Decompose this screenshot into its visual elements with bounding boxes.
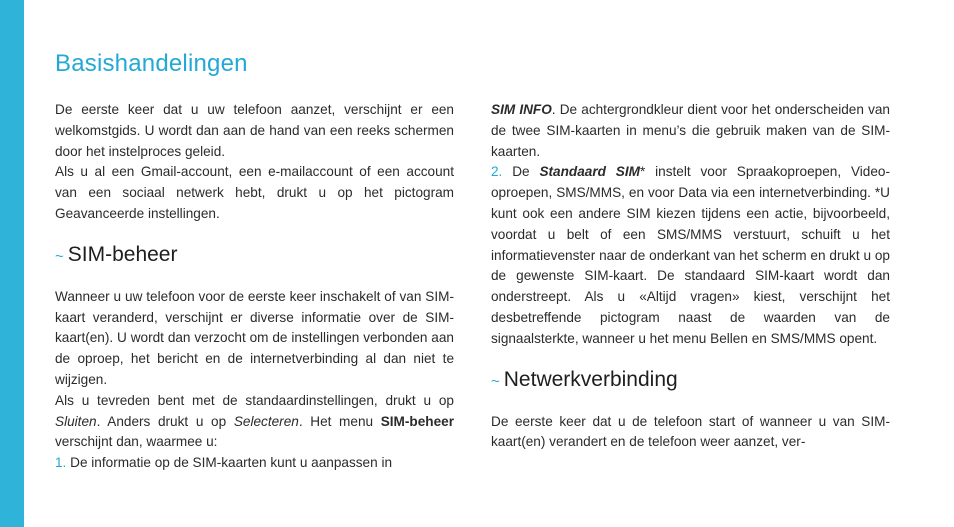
section-heading-text: SIM-beheer (67, 242, 178, 266)
selecteren-label: Selecteren (233, 413, 299, 429)
tilde-marker: ~ (55, 247, 64, 265)
right-column (491, 100, 890, 453)
sim-info-label: SIM INFO (491, 102, 552, 117)
section-heading-sim-beheer (55, 242, 454, 270)
list-item-1-continued: SIM INFO. De achtergrondkleur dient voor het onderscheiden van de twee SIM-kaarten in menu’s die gebruik maken van de SIM-kaarten. (491, 102, 890, 159)
list-item-2: 2. De Standaard SIM* instelt voor Spraakoproepen, Video-oproepen, SMS/MMS, en voor Data via een internetverbinding. *U kunt ook een andere SIM kiezen tijdens een actie, bijvoorbeeld, voordat u belt of een SMS/MMS verstuurt, schuift u het informatievenster naar de onderkant van het scherm en drukt u op de gewenste SIM-kaart. De standaard SIM-kaart wordt dan onderstreept. Als u «Altijd vragen» kiest, verschijnt het desbetreffende pictogram naast de waarden van de signaalsterkte, wanneer u het menu Bellen en SMS/MMS opent. (491, 164, 891, 346)
section-heading-text: Netwerkverbinding (503, 367, 678, 391)
netwerk-paragraph-1: De eerste keer dat u de telefoon start of wanneer u van SIM-kaart(en) verandert en de telefoon weer aanzet, ver- (491, 413, 890, 450)
list-item-1-start: 1. De informatie op de SIM-kaarten kunt u aanpassen in (55, 455, 393, 471)
sim-beheer-menu-label: SIM-beheer (380, 413, 454, 429)
left-column (55, 100, 454, 474)
list-number-2: 2. (491, 164, 503, 180)
list-number-1: 1. (55, 455, 67, 471)
intro-paragraph-1: De eerste keer dat u uw telefoon aanzet, verschijnt er een welkomstgids. U wordt dan aan de hand van een reeks schermen door het instelproces geleid. (55, 102, 454, 159)
page-title: Basishandelingen (55, 50, 248, 77)
standaard-sim-label: Standaard SIM (539, 164, 640, 180)
sim-paragraph-2: Als u tevreden bent met de standaardinstellingen, drukt u op Sluiten. Anders drukt u op Selecteren. Het menu SIM-beheer verschijnt dan, waarmee u: (55, 392, 454, 450)
accent-side-bar (0, 0, 24, 527)
sim-paragraph-1: Wanneer u uw telefoon voor de eerste keer inschakelt of van SIM-kaart veranderd, verschijnt er diverse informatie over de SIM-kaart(en). U wordt dan verzocht om de instellingen verbonden aan de oproep, het bericht en de internetverbinding al dan niet te wijzigen. (55, 288, 454, 387)
tilde-marker: ~ (491, 372, 500, 390)
intro-paragraph-2: Als u al een Gmail-account, een e-mailaccount of een account van een sociaal netwerk hebt, drukt u op het pictogram Geavanceerde instellingen. (55, 164, 454, 221)
section-heading-netwerkverbinding (491, 367, 890, 395)
sluiten-label: Sluiten (55, 413, 97, 429)
